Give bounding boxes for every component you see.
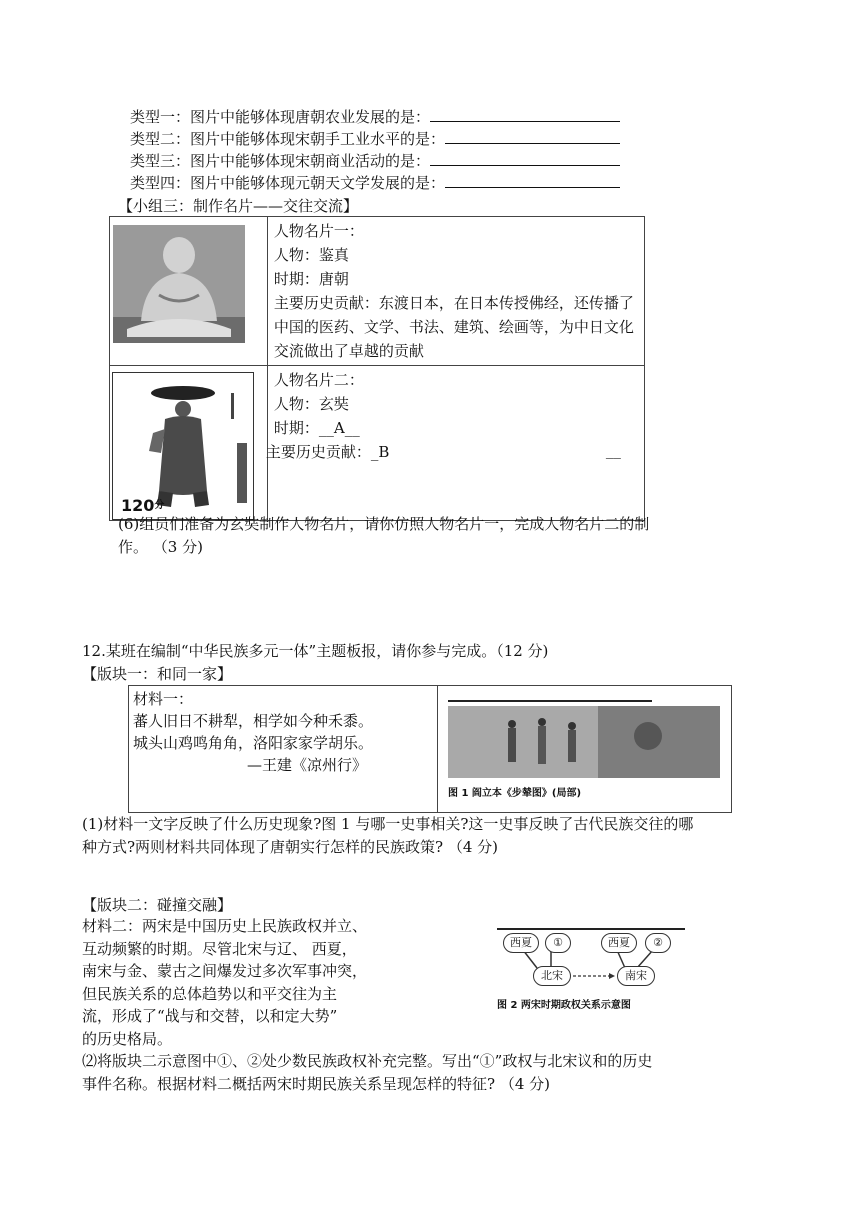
q1-line2: 种方式?两则材料共同体现了唐朝实行怎样的民族政策? （4 分) bbox=[82, 838, 499, 856]
card1-person: 人物：鉴真 bbox=[273, 246, 349, 264]
fig2-node-beisong: 北宋 bbox=[533, 966, 571, 986]
card1-image-cell bbox=[110, 217, 268, 366]
xuanzang-stamp bbox=[112, 372, 254, 520]
q2-line1: ⑵将版块二示意图中①、②处少数民族政权补充完整。写出“①”政权与北宋议和的历史 bbox=[82, 1052, 653, 1070]
fig2-node-nansong: 南宋 bbox=[617, 966, 655, 986]
type-label: 类型四：图片中能够体现元朝天文学发展的是： bbox=[130, 174, 446, 192]
type-label: 类型一：图片中能够体现唐朝农业发展的是： bbox=[130, 108, 431, 126]
card2-period[interactable]: 时期：__A__ bbox=[273, 419, 360, 437]
type-line-4 bbox=[130, 172, 620, 194]
card1-title: 人物名片一： bbox=[273, 222, 364, 240]
answer-blank[interactable] bbox=[445, 173, 620, 188]
fig2-node-blank-1[interactable]: ① bbox=[545, 933, 571, 953]
fig2-node-xixia-1: 西夏 bbox=[503, 933, 539, 953]
q2-line2: 事件名称。根据材料二概括两宋时期民族关系呈现怎样的特征? （4 分) bbox=[82, 1075, 550, 1093]
jianzhen-statue-photo bbox=[113, 225, 245, 343]
material1-box bbox=[128, 685, 732, 813]
answer-blank[interactable] bbox=[430, 107, 620, 122]
type-line-3 bbox=[130, 150, 620, 172]
material1-label: 材料一： bbox=[133, 690, 194, 708]
card2-person: 人物：玄奘 bbox=[273, 395, 349, 413]
type-line-1 bbox=[130, 106, 620, 128]
answer-blank[interactable] bbox=[430, 151, 620, 166]
stamp-value: $120^分$ bbox=[121, 496, 165, 515]
card1-period: 时期：唐朝 bbox=[273, 270, 349, 288]
card2-text-cell bbox=[267, 366, 644, 521]
card2-image-cell bbox=[110, 366, 268, 521]
card2-title: 人物名片二： bbox=[273, 371, 364, 389]
type-label: 类型二：图片中能够体现宋朝手工业水平的是： bbox=[130, 130, 446, 148]
material1-line2: 城头山鸡鸣角角，洛阳家家学胡乐。 bbox=[133, 734, 374, 752]
fig2-caption: 图 2 两宋时期政权关系示意图 bbox=[497, 1000, 631, 1011]
block2-heading: 【版块二：碰撞交融】 bbox=[82, 896, 233, 914]
material2-text bbox=[82, 915, 367, 1050]
card1-text-cell bbox=[267, 217, 644, 366]
fig1-caption: 图 1 阎立本《步辇图》(局部) bbox=[448, 788, 582, 799]
material1-line1: 蕃人旧日不耕犁，相学如今种禾黍。 bbox=[133, 712, 374, 730]
material2-line: 互动频繁的时期。尽管北宋与辽、 西夏， bbox=[82, 939, 357, 958]
card2-contribution[interactable]: 主要历史贡献：_B bbox=[265, 443, 390, 461]
buniantu-painting-image bbox=[448, 706, 720, 778]
type-line-2 bbox=[130, 128, 620, 150]
fig2-node-xixia-2: 西夏 bbox=[601, 933, 637, 953]
q12-title: 12.某班在编制“中华民族多元一体”主题板报，请你参与完成。（12 分) bbox=[82, 642, 549, 660]
block1-heading: 【版块一：和同一家】 bbox=[82, 665, 233, 683]
fig1-panel bbox=[437, 686, 731, 812]
answer-blank[interactable] bbox=[445, 129, 620, 144]
material2-line: 但民族关系的总体趋势以和平交往为主 bbox=[82, 984, 338, 1003]
card1-contribution: 主要历史贡献：东渡日本，在日本传授佛经，还传播了中国的医药、文学、书法、建筑、绘画等，为中日文化交流做出了卓越的贡献 bbox=[273, 294, 634, 360]
q1-line1: (1)材料一文字反映了什么历史现象?图 1 与哪一史事相关?这一史事反映了古代民族交往的哪 bbox=[82, 815, 694, 833]
material2-line: 材料二：两宋是中国历史上民族政权并立、 bbox=[82, 917, 368, 935]
material2-line: 的历史格局。 bbox=[82, 1029, 173, 1048]
q6-line2: 作。 （3 分) bbox=[118, 538, 203, 556]
card2-trailing-blank: __ bbox=[605, 441, 621, 459]
fig2-diagram bbox=[497, 928, 687, 1014]
material1-source: —王建《凉州行》 bbox=[247, 756, 368, 774]
material2-line: 南宋与金、蒙古之间爆发过多次军事冲突， bbox=[82, 962, 368, 980]
fig2-node-blank-2[interactable]: ② bbox=[645, 933, 671, 953]
group3-heading: 【小组三：制作名片——交往交流】 bbox=[118, 197, 359, 215]
type-label: 类型三：图片中能够体现宋朝商业活动的是： bbox=[130, 152, 431, 170]
name-card-table bbox=[109, 216, 645, 521]
q6-line1: (6)组员们准备为玄奘制作人物名片，请你仿照人物名片一，完成人物名片二的制 bbox=[118, 515, 650, 533]
material2-line: 流，形成了“战与和交替，以和定大势” bbox=[82, 1007, 338, 1025]
